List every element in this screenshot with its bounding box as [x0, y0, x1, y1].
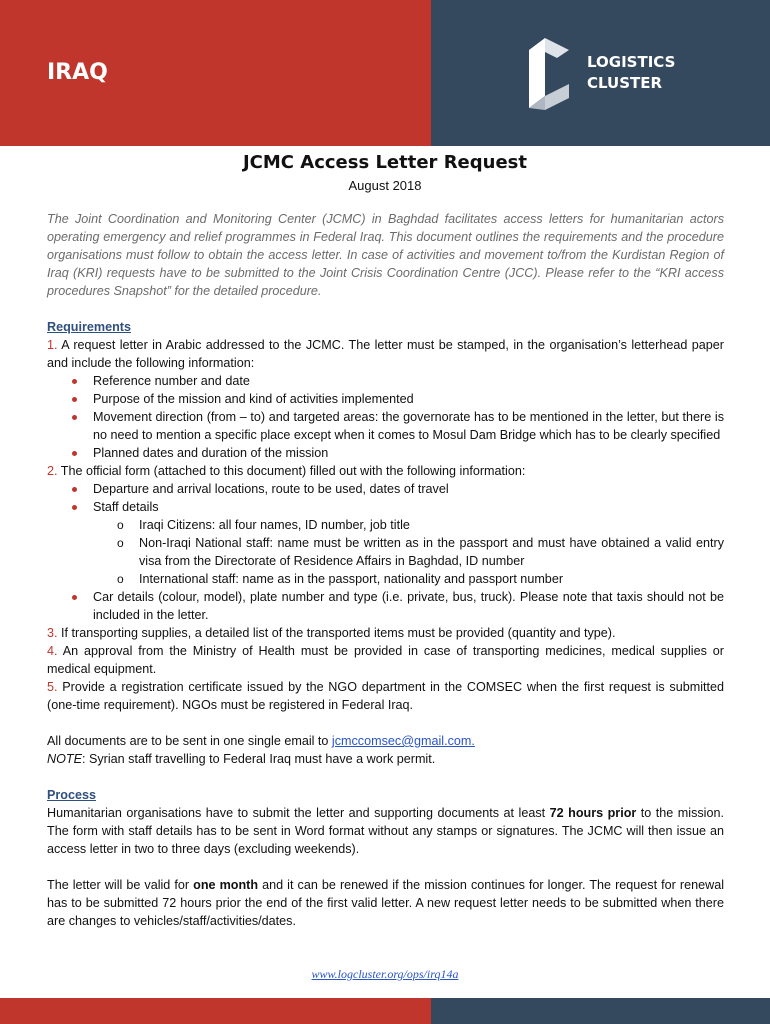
bullet-item-staff	[93, 498, 724, 588]
bullet-item: Movement direction (from – to) and targeted areas: the governorate has to be mentioned in the letter, but there is no need to mention a specific place except when it comes to Mosul Dam Bridge which has to be clearly specified	[93, 410, 724, 442]
email-link[interactable]: jcmccomsec@gmail.com.	[331, 734, 475, 748]
document-body	[47, 210, 724, 930]
bullet-item: Departure and arrival locations, route to be used, dates of travel	[93, 480, 724, 498]
requirements-heading: Requirements	[47, 320, 131, 334]
note-label: NOTE	[47, 752, 82, 766]
staff-details-label: Staff details	[93, 500, 159, 514]
requirement-4-text: An approval from the Ministry of Health must be provided in case of transporting medicines, medical supplies or medical equipment.	[47, 644, 724, 676]
sub-item: o International staff: name as in the passport, nationality and passport number	[139, 570, 724, 588]
footer-red-bar	[0, 998, 431, 1024]
logistics-cluster-logo-icon	[529, 38, 569, 110]
intro-paragraph: The Joint Coordination and Monitoring Center (JCMC) in Baghdad facilitates access letters for humanitarian actors operating emergency and relief programmes in Federal Iraq. This document outlines the requirements and the procedure organisations must follow to obtain the access letter. In case of activities and movement to/from the Kurdistan Region of Iraq (KRI) requests have to be submitted to the Joint Crisis Coordination Centre (JCC). Please refer to the “KRI access procedures Snapshot” for the detailed procedure.	[47, 212, 724, 298]
process-p1-text-end: to the mission. The form with staff details has to be sent in Word format without any stamps or signatures. The JCMC will then issue an access letter in two to three days (excluding weekends).	[47, 806, 724, 856]
requirement-5	[47, 678, 724, 714]
requirement-1-bullets	[47, 372, 724, 462]
spacer	[47, 768, 724, 786]
requirement-2-number: 2.	[47, 464, 58, 478]
process-paragraph-2	[47, 876, 724, 930]
staff-sub-list	[93, 516, 724, 588]
requirement-3-number: 3.	[47, 626, 58, 640]
footer-navy-bar	[431, 998, 770, 1024]
requirement-4	[47, 642, 724, 678]
document-date: August 2018	[348, 178, 422, 193]
note-line	[47, 750, 724, 768]
logo-wordmark	[587, 52, 675, 94]
document-title: JCMC Access Letter Request	[242, 152, 527, 173]
process-p2-bold: one month	[193, 878, 259, 892]
requirement-3	[47, 624, 724, 642]
requirement-5-text: Provide a registration certificate issued by the NGO department in the COMSEC when the first request is submitted (one-time requirement). NGOs must be registered in Federal Iraq.	[47, 680, 724, 712]
requirement-4-number: 4.	[47, 644, 58, 658]
bullet-item: Reference number and date	[93, 372, 724, 390]
process-paragraph-1	[47, 804, 724, 858]
process-p2-text-end: and it can be renewed if the mission continues for longer. The request for renewal has to be submitted 72 hours prior the end of the first valid letter. A new request letter needs to be submitted when there are changes to vehicles/staff/activities/dates.	[47, 878, 724, 928]
email-prefix: All documents are to be sent in one single email to	[47, 734, 332, 748]
process-p2-text: The letter will be valid for	[47, 878, 194, 892]
requirement-2	[47, 462, 724, 480]
footer-url-link[interactable]: www.logcluster.org/ops/irq14a	[311, 967, 459, 981]
note-text: : Syrian staff travelling to Federal Iraq must have a work permit.	[81, 752, 436, 766]
spacer	[47, 858, 724, 876]
country-label: IRAQ	[47, 60, 108, 85]
requirement-3-text: If transporting supplies, a detailed list of the transported items must be provided (quantity and type).	[57, 626, 616, 640]
process-heading: Process	[47, 788, 97, 802]
bullet-item: Purpose of the mission and kind of activities implemented	[93, 390, 724, 408]
requirement-1-text: A request letter in Arabic addressed to the JCMC. The letter must be stamped, in the organisation’s letterhead paper and include the following information:	[47, 338, 724, 370]
bullet-item: Car details (colour, model), plate number and type (i.e. private, bus, truck). Please note that taxis should not be included in the letter.	[93, 590, 724, 622]
sub-item: o Non-Iraqi National staff: name must be written as in the passport and must have obtained a valid entry visa from the Directorate of Residence Affairs in Baghdad, ID number	[139, 534, 724, 570]
requirement-5-number: 5.	[47, 680, 58, 694]
logo-line-2: CLUSTER	[587, 74, 663, 92]
logo-line-1: LOGISTICS	[587, 53, 676, 71]
spacer	[47, 714, 724, 732]
requirement-2-bullets	[47, 480, 724, 624]
process-p1-bold: 72 hours prior	[549, 806, 637, 820]
requirement-2-text: The official form (attached to this document) filled out with the following information:	[57, 464, 526, 478]
sub-item: o Iraqi Citizens: all four names, ID number, job title	[139, 516, 724, 534]
requirement-1-number: 1.	[47, 338, 58, 352]
bullet-item: Planned dates and duration of the mission	[93, 444, 724, 462]
email-line	[47, 732, 724, 750]
requirement-1	[47, 336, 724, 372]
process-p1-text: Humanitarian organisations have to submit the letter and supporting documents at least	[47, 806, 550, 820]
